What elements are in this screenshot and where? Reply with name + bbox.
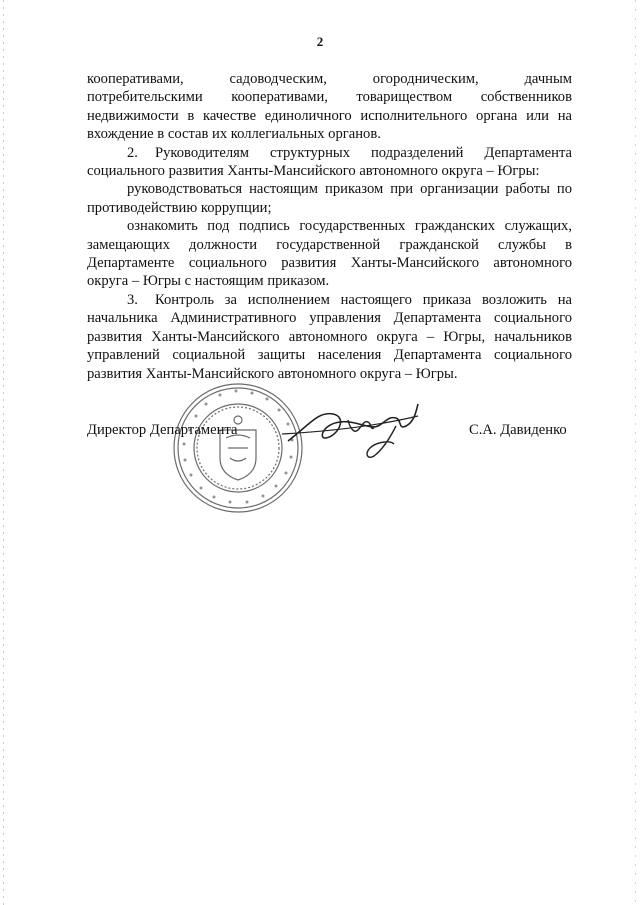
item-2-subitem-1: руководствоваться настоящим приказом при организации работы по противодействию коррупции; [87, 181, 572, 216]
paragraph-1-line-4: вхождение в состав их коллегиальных органов. [87, 126, 381, 143]
signer-name: С.А. Давиденко [469, 422, 567, 438]
item-2-number: 2. [127, 144, 138, 161]
item-3 [87, 291, 572, 383]
signature-block [0, 380, 640, 520]
handwritten-signature [278, 386, 428, 466]
item-3-number: 3. [127, 291, 138, 308]
page-number: 2 [316, 34, 324, 49]
paragraph-1-line-2: потребительскими кооперативами, товариществом собственников [87, 89, 572, 106]
paragraph-1-line-3: недвижимости в качестве единоличного исполнительного органа или на [87, 107, 572, 124]
item-2-text: Руководителям структурных подразделений Департамента социального развития Ханты-Мансийского автономного округа – Югры: [87, 144, 572, 180]
item-3-text: Контроль за исполнением настоящего приказа возложить на начальника Административного управления Департамента социального развития Ханты-Мансийского автономного округа – Югры, начальников управлений социальной защиты населения Департамента социального развития Ханты-Мансийского автономного округа – Югры. [87, 291, 572, 382]
signer-position: Директор Департамента [87, 422, 238, 438]
item-2 [87, 144, 572, 181]
paragraph-1-line-1: кооперативами, садоводческим, огородническим, дачным [87, 71, 573, 87]
item-2-subitem-2: ознакомить под подпись государственных гражданских служащих, замещающих должности государственной гражданской службы в Департаменте социального развития Ханты-Мансийского автономного округа – Югры с настоящим приказом. [87, 218, 572, 290]
document-body [87, 70, 572, 383]
